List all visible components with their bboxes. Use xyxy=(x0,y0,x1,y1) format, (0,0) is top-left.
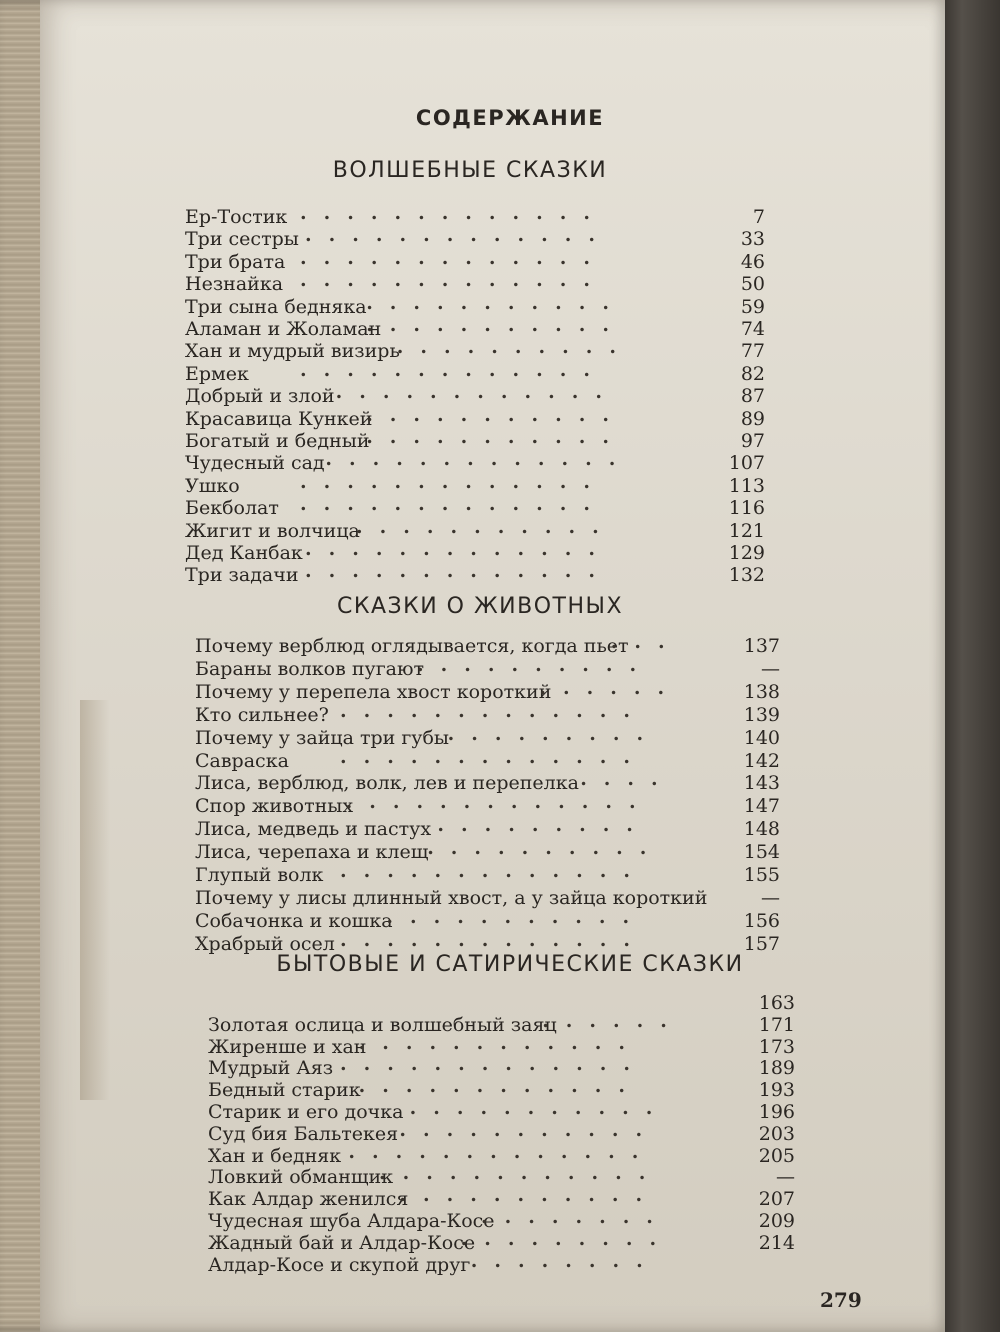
toc-leader-dots: ........... xyxy=(409,1097,670,1119)
toc-entry-page: 193 xyxy=(758,1079,795,1102)
toc-entry-page: 137 xyxy=(743,635,780,657)
toc-entry-page: 50 xyxy=(740,273,765,296)
section-title-magic-tales: ВОЛШЕБНЫЕ СКАЗКИ xyxy=(332,158,608,183)
toc-entry xyxy=(195,928,780,957)
toc-leader-dots: ........... xyxy=(366,426,626,448)
toc-entry-title: Лиса, верблюд, волк, лев и перепелка xyxy=(195,772,579,795)
page-number-folio: 279 xyxy=(820,1288,862,1312)
toc-entry-title: Хан и мудрый визирь xyxy=(185,340,400,363)
toc-entry-title: Глупый волк xyxy=(195,864,324,886)
toc-entry-title: Кто сильнее? xyxy=(195,703,329,726)
toc-leader-dots: ............. xyxy=(325,448,633,471)
toc-entry-title: Савраска xyxy=(195,749,289,772)
toc-entry-title: Бедный старик xyxy=(208,1079,361,1102)
toc-leader-dots: ........... xyxy=(386,905,647,928)
toc-entry-title: Чудесная шуба Алдара-Косе xyxy=(208,1210,495,1232)
toc-entry-page: 33 xyxy=(740,228,765,251)
toc-entry-page: 203 xyxy=(758,1122,795,1145)
toc-entry-page: 107 xyxy=(728,452,765,475)
toc-entry-page: 87 xyxy=(740,385,765,408)
toc-entry-title: Чудесный сад xyxy=(185,452,325,475)
toc-entry-title: Храбрый осел xyxy=(195,932,335,955)
toc-entry-title: Жигит и волчица xyxy=(185,519,360,542)
toc-entry-title: Суд бия Бальтекея xyxy=(208,1122,399,1145)
toc-entry-page: 138 xyxy=(743,680,780,703)
toc-entry-page: — xyxy=(761,657,780,680)
toc-entry-page: 113 xyxy=(728,474,765,497)
toc-entry-title: Три задачи xyxy=(185,564,299,587)
toc-entry-page: 189 xyxy=(758,1057,795,1080)
toc-leader-dots: .... xyxy=(580,768,675,791)
toc-entry-title: Старик и его дочка xyxy=(208,1101,404,1123)
toc-entry-page: 142 xyxy=(743,749,780,772)
toc-entry xyxy=(185,562,765,588)
toc-leader-dots: .......... xyxy=(396,336,633,359)
toc-leader-dots: ......... xyxy=(437,814,650,837)
toc-leader-dots: ............. xyxy=(305,538,612,560)
toc-entry-title: Алдар-Косе и скупой друг xyxy=(208,1253,471,1276)
toc-leader-dots: ........... xyxy=(366,314,626,336)
toc-entry-page: 97 xyxy=(740,430,765,452)
toc-leader-dots: ............ xyxy=(358,1075,642,1098)
toc-entry-page: 116 xyxy=(728,497,765,520)
toc-entry-page: 132 xyxy=(728,564,765,587)
toc-leader-dots: ............ xyxy=(358,1031,642,1054)
toc-entry-title: Хан и бедняк xyxy=(208,1144,342,1167)
contents-title: СОДЕРЖАНИЕ xyxy=(415,106,605,130)
toc-entry-page: 77 xyxy=(740,340,765,363)
toc-entry-title: Спор животных xyxy=(195,795,354,818)
toc-entry-title: Незнайка xyxy=(185,273,284,296)
toc-leader-dots: ........... xyxy=(356,515,616,538)
toc-entry-title: Красавица Кункей xyxy=(185,407,373,430)
toc-entry-page: 82 xyxy=(740,362,765,385)
toc-leader-dots: ............. xyxy=(300,470,607,493)
toc-leader-dots: ............. xyxy=(340,699,647,722)
toc-entry-title: Три сына бедняка xyxy=(185,295,367,318)
toc-leader-dots: ........ xyxy=(470,1249,660,1272)
toc-leader-dots: ............. xyxy=(300,269,607,292)
toc-leader-dots: ............. xyxy=(340,928,647,951)
toc-leader-dots: ............. xyxy=(340,860,647,882)
page-stain xyxy=(80,700,110,1100)
toc-entry-page: 147 xyxy=(743,795,780,818)
toc-entry-title: Лиса, медведь и пастух xyxy=(195,818,432,841)
toc-leader-dots: ........ xyxy=(481,1206,670,1228)
toc-entry-title: Как Алдар женился xyxy=(208,1188,409,1211)
toc-leader-dots: ... xyxy=(610,631,682,653)
toc-entry-page: 196 xyxy=(758,1101,795,1123)
toc-entry-page: 143 xyxy=(743,772,780,795)
toc-entry-title: Ловкий обманщик xyxy=(208,1166,394,1189)
toc-entry-page: — xyxy=(761,886,780,909)
toc-leader-dots: ........... xyxy=(366,291,626,314)
toc-entry-page: 155 xyxy=(743,864,780,886)
toc-entry-page: 140 xyxy=(743,726,780,749)
toc-leader-dots: ......... xyxy=(460,1227,674,1250)
toc-leader-dots: ............. xyxy=(348,1140,656,1163)
toc-leader-dots: .......... xyxy=(417,653,654,676)
toc-leader-dots: ............ xyxy=(379,1162,663,1185)
toc-entry-title: Почему верблюд оглядывается, когда пьет xyxy=(195,635,629,657)
toc-entry-page: 214 xyxy=(758,1231,795,1254)
toc-leader-dots: ...... xyxy=(542,1009,684,1032)
toc-entry-page: 7 xyxy=(752,206,765,228)
toc-entry-page: 156 xyxy=(743,909,780,932)
toc-entry-title: Собачонка и кошка xyxy=(195,909,393,932)
toc-entry-title: Жиренше и хан xyxy=(208,1035,367,1058)
toc-leader-dots: ............. xyxy=(305,560,612,583)
toc-leader-dots: ............. xyxy=(300,493,607,516)
toc-entry-page: 207 xyxy=(758,1188,795,1211)
toc-entry-page: 173 xyxy=(758,1035,795,1058)
toc-entry-title: Три сестры xyxy=(185,228,299,251)
toc-entry-title: Лиса, черепаха и клещ xyxy=(195,841,429,864)
toc-entry-page: 157 xyxy=(743,932,780,955)
toc-leader-dots: ........... xyxy=(399,1118,660,1141)
toc-entry-page: 171 xyxy=(758,1013,795,1036)
toc-entry-page: 89 xyxy=(740,407,765,430)
toc-leader-dots: ........... xyxy=(399,1184,660,1207)
toc-leader-dots: ............. xyxy=(340,745,647,768)
toc-leader-dots: ............. xyxy=(345,791,653,814)
toc-entry-page: 59 xyxy=(740,295,765,318)
toc-entry-title: Богатый и бедный xyxy=(185,430,370,452)
toc-entry-title: Жадный бай и Алдар-Косе xyxy=(208,1231,476,1254)
toc-leader-dots: .......... xyxy=(427,837,664,860)
toc-leader-dots: ............. xyxy=(340,1053,647,1076)
section-title-everyday-tales: БЫТОВЫЕ И САТИРИЧЕСКИЕ СКАЗКИ xyxy=(276,952,744,977)
toc-entry-title: Бекболат xyxy=(185,497,279,520)
toc-entry-title: Добрый и злой xyxy=(185,385,335,408)
toc-entry xyxy=(208,1249,795,1278)
toc-entry-page: 209 xyxy=(758,1210,795,1232)
toc-entry-title: Дед Канбак xyxy=(185,542,303,564)
toc-entry-title: Три брата xyxy=(185,250,286,273)
toc-entry-page: — xyxy=(776,1166,795,1189)
section-title-animal-tales: СКАЗКИ О ЖИВОТНЫХ xyxy=(336,594,624,619)
toc-leader-dots: ............ xyxy=(335,381,619,404)
toc-entry-title: Почему у перепела хвост короткий xyxy=(195,680,552,703)
toc-entry-page: 74 xyxy=(740,318,765,340)
toc-entry-title: Бараны волков пугают xyxy=(195,657,425,680)
toc-leader-dots: ........... xyxy=(366,403,626,426)
toc-leader-dots: ............. xyxy=(305,224,612,247)
toc-entry-page: 163 xyxy=(758,992,795,1014)
toc-entry-title: Ер-Тостик xyxy=(185,206,288,228)
toc-entry-title: Мудрый Аяз xyxy=(208,1057,334,1080)
toc-entry-title: Аламан и Жоламан xyxy=(185,318,382,340)
toc-entry-page: 121 xyxy=(728,519,765,542)
toc-leader-dots: ......... xyxy=(447,722,661,745)
toc-entry-title: Ушко xyxy=(185,474,240,497)
toc-leader-dots: ............. xyxy=(300,202,607,224)
toc-leader-dots: ............. xyxy=(300,358,607,381)
toc-entry-title: Ермек xyxy=(185,362,249,385)
toc-entry-page: 129 xyxy=(728,542,765,564)
toc-entry-page: 148 xyxy=(743,818,780,841)
toc-entry-title: Почему у зайца три губы xyxy=(195,726,450,749)
toc-entry-page: 154 xyxy=(743,841,780,864)
toc-entry-title: Почему у лисы длинный хвост, а у зайца короткий xyxy=(195,886,708,909)
toc-entry-page: 46 xyxy=(740,250,765,273)
toc-entry-title: Золотая ослица и волшебный заяц xyxy=(208,1013,557,1036)
toc-entry-page: 205 xyxy=(758,1144,795,1167)
toc-leader-dots: ............. xyxy=(300,246,607,269)
toc-leader-dots: ...... xyxy=(539,676,682,699)
toc-entry-page: 139 xyxy=(743,703,780,726)
book-page xyxy=(40,0,945,1332)
